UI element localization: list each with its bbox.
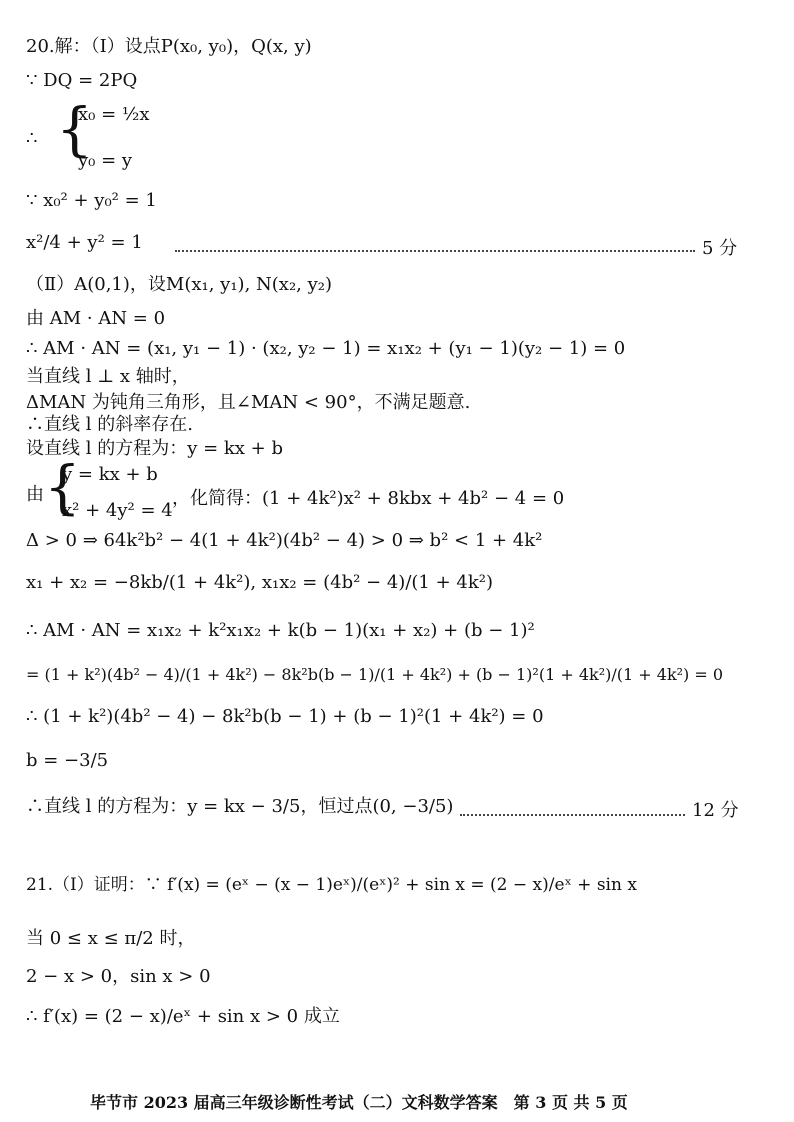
fraction-sum-text: = (1 + k²)(4b² − 4)/(1 + 4k²) − 8k²b(b − 1)/(1 + 4k²) + (b − 1)²(1 + 4k²)/(1 + 4k²) = 0: [26, 665, 724, 684]
system1-brace: {: [56, 95, 93, 163]
unit-circle-text: ∵ x₀² + y₀² = 1: [26, 190, 157, 211]
dot-product-substitution: [26, 620, 535, 642]
system2-brace: {: [44, 453, 81, 521]
system2-eq-b-text: x² + 4y² = 4: [62, 500, 173, 521]
score-5-text: 5 分: [702, 238, 738, 259]
perpendicular-case: [26, 366, 190, 388]
system1-eq-b-text: y₀ = y: [78, 150, 133, 171]
dot-product-expand-text: ∴ AM · AN = (x₁, y₁ − 1) · (x₂, y₂ − 1) = x₁x₂ + (y₁ − 1)(y₂ − 1) = 0: [26, 338, 626, 359]
ellipse-text: x²/4 + y² = 1: [26, 232, 143, 253]
discriminant-text: Δ > 0 ⇒ 64k²b² − 4(1 + 4k²)(4b² − 4) > 0 ⇒ b² < 1 + 4k²: [26, 530, 543, 551]
perpendicular-case-text: 当直线 l ⊥ x 轴时，: [26, 366, 190, 387]
vector-condition-text: ∵ DQ = 2PQ: [26, 70, 138, 91]
simplified-quadratic: [172, 484, 564, 510]
slope-exists: [26, 414, 193, 436]
simplified-quadratic-text: ，化简得：(1 + 4k²)x² + 8kbx + 4b² − 4 = 0: [172, 488, 565, 509]
score-leader-dots-1: [175, 250, 695, 252]
dot-product-zero: [26, 308, 165, 330]
line-conclusion: [26, 796, 453, 818]
slope-exists-text: ∴直线 l 的斜率存在.: [26, 414, 193, 435]
page-footer-text: 毕节市 2023 届高三年级诊断性考试（二）文科数学答案 第 3 页 共 5 页: [90, 1093, 628, 1112]
p20-heading: [26, 36, 312, 58]
p21-heading: [26, 874, 637, 896]
system2-prefix: [26, 484, 44, 506]
p20-head-text: 20.解：（Ⅰ）设点P(x₀, y₀)，Q(x, y): [26, 36, 312, 57]
system1-eq-a: [78, 104, 150, 125]
therefore-symbol: [26, 128, 37, 150]
system1-eq-a-text: x₀ = ½x: [78, 104, 150, 125]
p21-signs-text: 2 − x > 0，sin x > 0: [26, 966, 211, 987]
therefore-text: ∴: [26, 128, 38, 149]
p21-signs: [26, 966, 211, 988]
line-equation-text: 设直线 l 的方程为：y = kx + b: [26, 438, 284, 459]
system2-prefix-text: 由: [26, 484, 44, 505]
dot-product-zero-text: 由 AM · AN = 0: [26, 308, 166, 329]
p21-range: [26, 928, 195, 950]
dot-product-substitution-text: ∴ AM · AN = x₁x₂ + k²x₁x₂ + k(b − 1)(x₁ + x₂) + (b − 1)²: [26, 620, 535, 641]
b-value-text: b = −3/5: [26, 750, 109, 771]
vieta-text: x₁ + x₂ = −8kb/(1 + 4k²), x₁x₂ = (4b² − 4)/(1 + 4k²): [26, 572, 493, 593]
p21-result-text: ∴ f′(x) = (2 − x)/eˣ + sin x > 0 成立: [26, 1006, 340, 1027]
score-leader-dots-2: [460, 814, 685, 816]
b-value: [26, 750, 108, 772]
line-conclusion-text: ∴直线 l 的方程为：y = kx − 3/5，恒过点(0, −3/5): [26, 796, 454, 817]
cleared-equation: [26, 706, 544, 728]
vector-condition: [26, 70, 137, 92]
p21-heading-text: 21.（Ⅰ）证明：∵ f′(x) = (eˣ − (x − 1)eˣ)/(eˣ)² + sin x = (2 − x)/eˣ + sin x: [26, 875, 637, 895]
p21-range-text: 当 0 ≤ x ≤ π/2 时，: [26, 928, 196, 949]
p21-result: [26, 1006, 340, 1028]
dot-product-expand: [26, 338, 625, 360]
score-12: [692, 796, 739, 822]
discriminant: [26, 530, 542, 552]
vieta-formulas: [26, 572, 493, 594]
system2-eq-b: [62, 500, 173, 521]
page-footer: [90, 1090, 628, 1113]
system2-eq-a: [62, 464, 158, 485]
score-5: [702, 234, 737, 260]
score-12-text: 12 分: [692, 800, 739, 821]
part2-heading-text: （Ⅱ）A(0,1)，设M(x₁, y₁), N(x₂, y₂): [26, 274, 333, 295]
ellipse-eq: [26, 232, 143, 254]
obtuse-triangle-text: ΔMAN 为钝角三角形，且∠MAN < 90°，不满足题意.: [26, 392, 471, 413]
unit-circle-eq: [26, 190, 157, 212]
fraction-sum: [26, 664, 723, 686]
system2-eq-a-text: y = kx + b: [62, 464, 158, 485]
part2-heading: [26, 274, 332, 296]
cleared-equation-text: ∴ (1 + k²)(4b² − 4) − 8k²b(b − 1) + (b − 1)²(1 + 4k²) = 0: [26, 706, 544, 727]
obtuse-triangle-note: [26, 392, 470, 414]
system1-eq-b: [78, 150, 132, 171]
